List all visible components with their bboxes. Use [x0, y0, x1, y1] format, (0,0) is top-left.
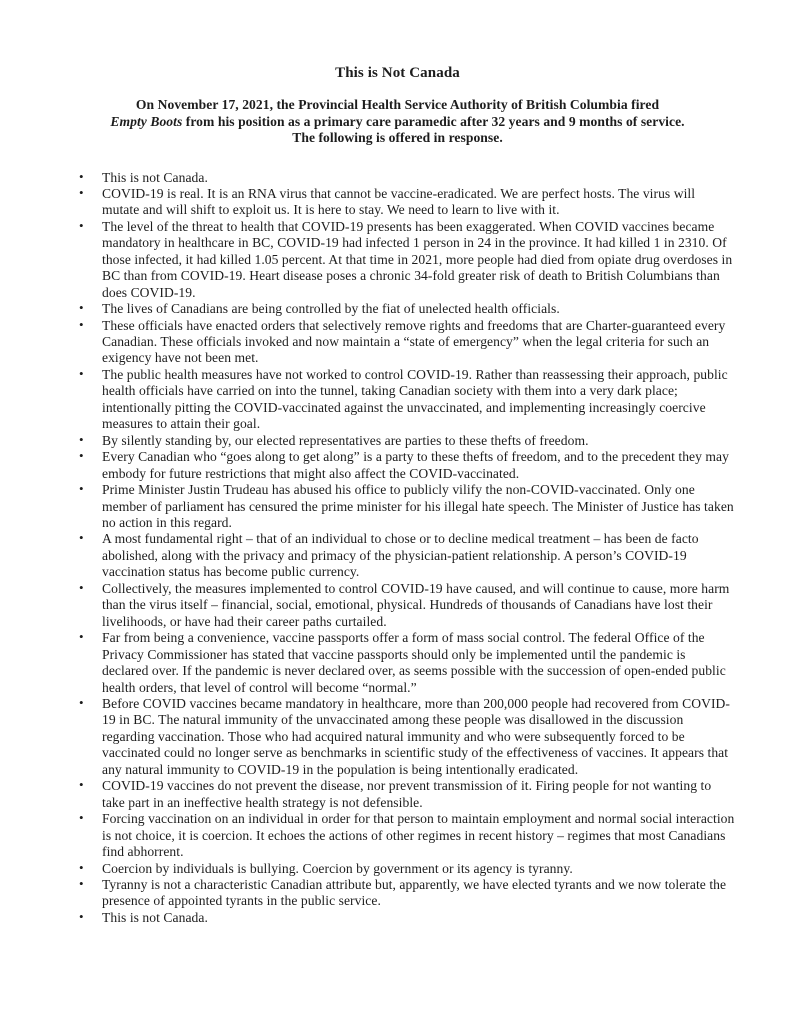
statement-item: • Every Canadian who “goes along to get along” is a party to these thefts of freedom, and to the precedent they may embody for future restrictions that might also affect the COVID-vaccinated.	[60, 449, 735, 482]
author-pseudonym: Empty Boots	[110, 113, 183, 129]
intro-line-3: The following is offered in response.	[292, 130, 503, 145]
statement-item: • Coercion by individuals is bullying. Coercion by government or its agency is tyranny.	[60, 861, 735, 877]
statement-item: • Collectively, the measures implemented to control COVID-19 have caused, and will continue to cause, more harm than the virus itself – financial, social, emotional, physical. Hundreds of thousands of Canadians have lost their livelihoods, or have had their career paths curtailed.	[60, 581, 735, 630]
statement-list	[60, 170, 735, 927]
statement-item: • The lives of Canadians are being controlled by the fiat of unelected health officials.	[60, 301, 735, 317]
statement-item: • COVID-19 vaccines do not prevent the disease, nor prevent transmission of it. Firing people for not wanting to take part in an ineffective health strategy is not defensible.	[60, 778, 735, 811]
statement-item: • The public health measures have not worked to control COVID-19. Rather than reassessing their approach, public health officials have carried on into the tunnel, taking Canadian society with them into a very dark place; intentionally pitting the COVID-vaccinated against the unvaccinated, and implementing increasingly coercive measures to attain their goal.	[60, 367, 735, 433]
statement-item: • By silently standing by, our elected representatives are parties to these thefts of freedom.	[60, 433, 735, 449]
intro-line-2-text: from his position as a primary care paramedic after 32 years and 9 months of service.	[182, 113, 685, 129]
intro-line-1: On November 17, 2021, the Provincial Health Service Authority of British Columbia fired	[135, 97, 660, 112]
statement-item: • This is not Canada.	[60, 170, 735, 186]
document-title: This is Not Canada	[335, 65, 460, 81]
intro-paragraph	[60, 97, 735, 147]
statement-item: • These officials have enacted orders that selectively remove rights and freedoms that are Charter-guaranteed every Canadian. These officials invoked and now maintain a “state of emergency” when the legal criteria for such an exigency have not been met.	[60, 318, 735, 367]
statement-item: • Before COVID vaccines became mandatory in healthcare, more than 200,000 people had recovered from COVID-19 in BC. The natural immunity of the unvaccinated among these people was disallowed in the discussion regarding vaccination. Those who had acquired natural immunity and who were subsequently forced to be vaccinated could no longer serve as benchmarks in scientific study of the effectiveness of vaccines. It appears that any natural immunity to COVID-19 in the population is being intentionally eradicated.	[60, 696, 735, 778]
statement-item: • Forcing vaccination on an individual in order for that person to maintain employment and normal social interaction is not choice, it is coercion. It echoes the actions of other regimes in recent history – regimes that most Canadians find abhorrent.	[60, 811, 735, 860]
statement-item: • COVID-19 is real. It is an RNA virus that cannot be vaccine-eradicated. We are perfect hosts. The virus will mutate and will shift to exploit us. It is here to stay. We need to learn to live with it.	[60, 186, 735, 219]
statement-item: • Far from being a convenience, vaccine passports offer a form of mass social control. The federal Office of the Privacy Commissioner has stated that vaccine passports should only be implemented until the pandemic is declared over. If the pandemic is never declared over, as seems possible with the succession of open-ended public health orders, that level of control will become “normal.”	[60, 630, 735, 696]
statement-item: • The level of the threat to health that COVID-19 presents has been exaggerated. When COVID vaccines became mandatory in healthcare in BC, COVID-19 had infected 1 person in 24 in the province. It had killed 1 in 2310. Of those infected, it had killed 1.05 percent. At that time in 2021, more people had died from opiate drug overdoses in BC than from COVID-19. Heart disease poses a chronic 34-fold greater risk of death to British Columbians than does COVID-19.	[60, 219, 735, 301]
statement-item: • Tyranny is not a characteristic Canadian attribute but, apparently, we have elected tyrants and we now tolerate the presence of appointed tyrants in the public service.	[60, 877, 735, 910]
intro-line-2	[60, 114, 735, 131]
statement-item: • Prime Minister Justin Trudeau has abused his office to publicly vilify the non-COVID-vaccinated. Only one member of parliament has censured the prime minister for his illegal hate speech. The Minister of Justice has taken no action in this regard.	[60, 482, 735, 531]
statement-item: • A most fundamental right – that of an individual to chose or to decline medical treatment – has been de facto abolished, along with the privacy and primacy of the physician-patient relationship. A person’s COVID-19 vaccination status has become public currency.	[60, 531, 735, 580]
statement-item: • This is not Canada.	[60, 910, 735, 926]
